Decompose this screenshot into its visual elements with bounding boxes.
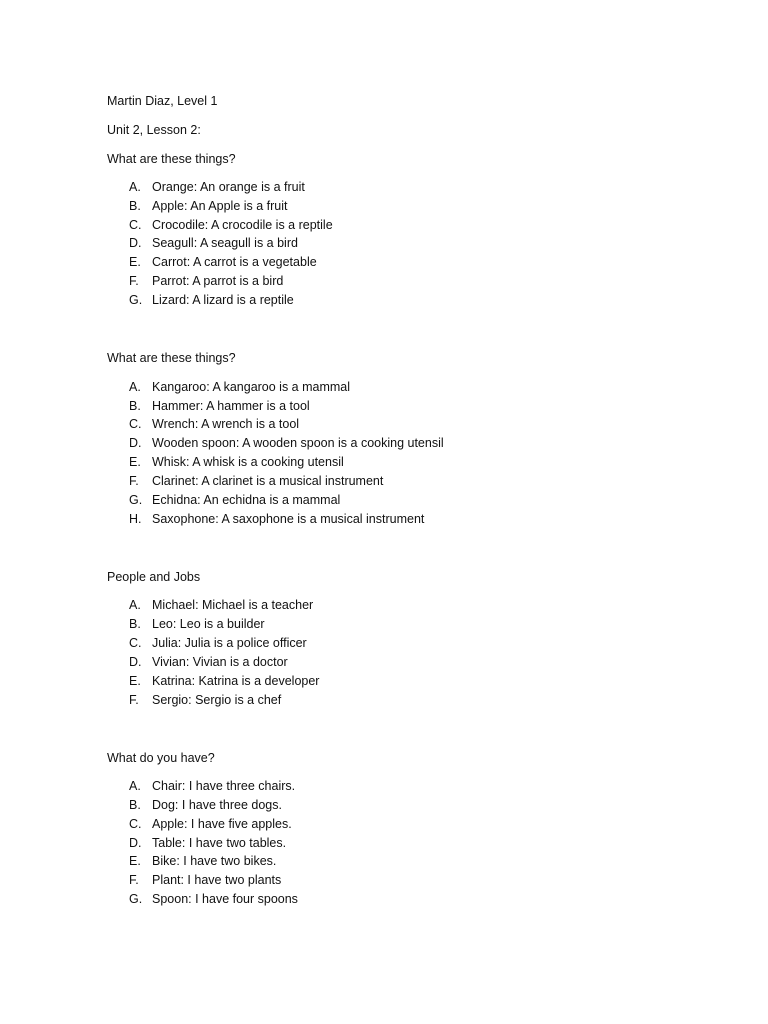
list-item-text: Parrot: A parrot is a bird <box>152 274 284 288</box>
list-item <box>129 179 305 195</box>
list-item <box>129 597 313 613</box>
list-item <box>129 473 383 489</box>
list-item <box>129 416 299 432</box>
list-item-text: Wooden spoon: A wooden spoon is a cooking utensil <box>152 436 444 450</box>
list-marker: F. <box>129 274 139 288</box>
list-item <box>129 435 444 451</box>
list-item-text: Vivian: Vivian is a doctor <box>152 655 288 669</box>
list-marker: C. <box>129 636 142 650</box>
list-item <box>129 235 298 251</box>
list-item-text: Plant: I have two plants <box>152 873 282 887</box>
list-item <box>129 673 319 689</box>
list-marker: E. <box>129 455 141 469</box>
student-name-line: Martin Diaz, Level 1 <box>107 94 218 108</box>
list-item-text: Apple: An Apple is a fruit <box>152 199 288 213</box>
list-item-text: Apple: I have five apples. <box>152 817 292 831</box>
list-item-text: Sergio: Sergio is a chef <box>152 693 282 707</box>
list-marker: B. <box>129 798 141 812</box>
list-marker: C. <box>129 218 142 232</box>
list-item-text: Michael: Michael is a teacher <box>152 598 314 612</box>
list-marker: F. <box>129 873 139 887</box>
list-item <box>129 217 333 233</box>
section-heading: What are these things? <box>107 351 236 365</box>
list-item-text: Carrot: A carrot is a vegetable <box>152 255 317 269</box>
list-item-text: Crocodile: A crocodile is a reptile <box>152 218 333 232</box>
list-item-text: Spoon: I have four spoons <box>152 892 298 906</box>
list-marker: A. <box>129 380 141 394</box>
list-item-text: Seagull: A seagull is a bird <box>152 236 298 250</box>
list-marker: A. <box>129 598 141 612</box>
list-item <box>129 273 283 289</box>
list-marker: B. <box>129 617 141 631</box>
list-item <box>129 797 282 813</box>
list-item <box>129 511 424 527</box>
list-item <box>129 816 292 832</box>
list-marker: A. <box>129 180 141 194</box>
list-item <box>129 853 276 869</box>
list-item <box>129 492 340 508</box>
list-item-text: Bike: I have two bikes. <box>152 854 277 868</box>
list-marker: D. <box>129 236 142 250</box>
list-marker: D. <box>129 655 142 669</box>
list-item <box>129 292 294 308</box>
list-marker: G. <box>129 892 143 906</box>
section-heading: People and Jobs <box>107 570 201 584</box>
list-marker: F. <box>129 693 139 707</box>
list-item-text: Kangaroo: A kangaroo is a mammal <box>152 380 351 394</box>
list-marker: D. <box>129 436 142 450</box>
section-heading: What do you have? <box>107 751 215 765</box>
list-item-text: Hammer: A hammer is a tool <box>152 399 310 413</box>
list-item-text: Saxophone: A saxophone is a musical instrument <box>152 512 425 526</box>
list-item <box>129 254 317 270</box>
lesson-line: Unit 2, Lesson 2: <box>107 123 201 137</box>
list-item-text: Echidna: An echidna is a mammal <box>152 493 341 507</box>
list-item <box>129 616 265 632</box>
list-marker: D. <box>129 836 142 850</box>
list-marker: E. <box>129 255 141 269</box>
list-item <box>129 835 286 851</box>
list-item-text: Dog: I have three dogs. <box>152 798 282 812</box>
list-item-text: Wrench: A wrench is a tool <box>152 417 300 431</box>
list-item <box>129 692 281 708</box>
list-marker: B. <box>129 399 141 413</box>
list-marker: G. <box>129 293 143 307</box>
list-item <box>129 778 295 794</box>
list-item <box>129 398 310 414</box>
list-item <box>129 198 288 214</box>
list-item <box>129 635 307 651</box>
list-marker: B. <box>129 199 141 213</box>
list-item-text: Leo: Leo is a builder <box>152 617 265 631</box>
list-item-text: Chair: I have three chairs. <box>152 779 296 793</box>
list-item-text: Whisk: A whisk is a cooking utensil <box>152 455 344 469</box>
list-item-text: Julia: Julia is a police officer <box>152 636 307 650</box>
list-marker: C. <box>129 417 142 431</box>
list-item <box>129 454 344 470</box>
list-marker: F. <box>129 474 139 488</box>
list-marker: C. <box>129 817 142 831</box>
list-item-text: Katrina: Katrina is a developer <box>152 674 320 688</box>
list-item <box>129 379 350 395</box>
list-marker: G. <box>129 493 143 507</box>
list-marker: E. <box>129 854 141 868</box>
list-item <box>129 872 281 888</box>
list-item <box>129 654 288 670</box>
section-heading: What are these things? <box>107 152 236 166</box>
list-item-text: Clarinet: A clarinet is a musical instrument <box>152 474 384 488</box>
list-item-text: Orange: An orange is a fruit <box>152 180 305 194</box>
list-marker: E. <box>129 674 141 688</box>
list-marker: H. <box>129 512 142 526</box>
list-marker: A. <box>129 779 141 793</box>
list-item-text: Table: I have two tables. <box>152 836 287 850</box>
list-item <box>129 891 298 907</box>
list-item-text: Lizard: A lizard is a reptile <box>152 293 294 307</box>
